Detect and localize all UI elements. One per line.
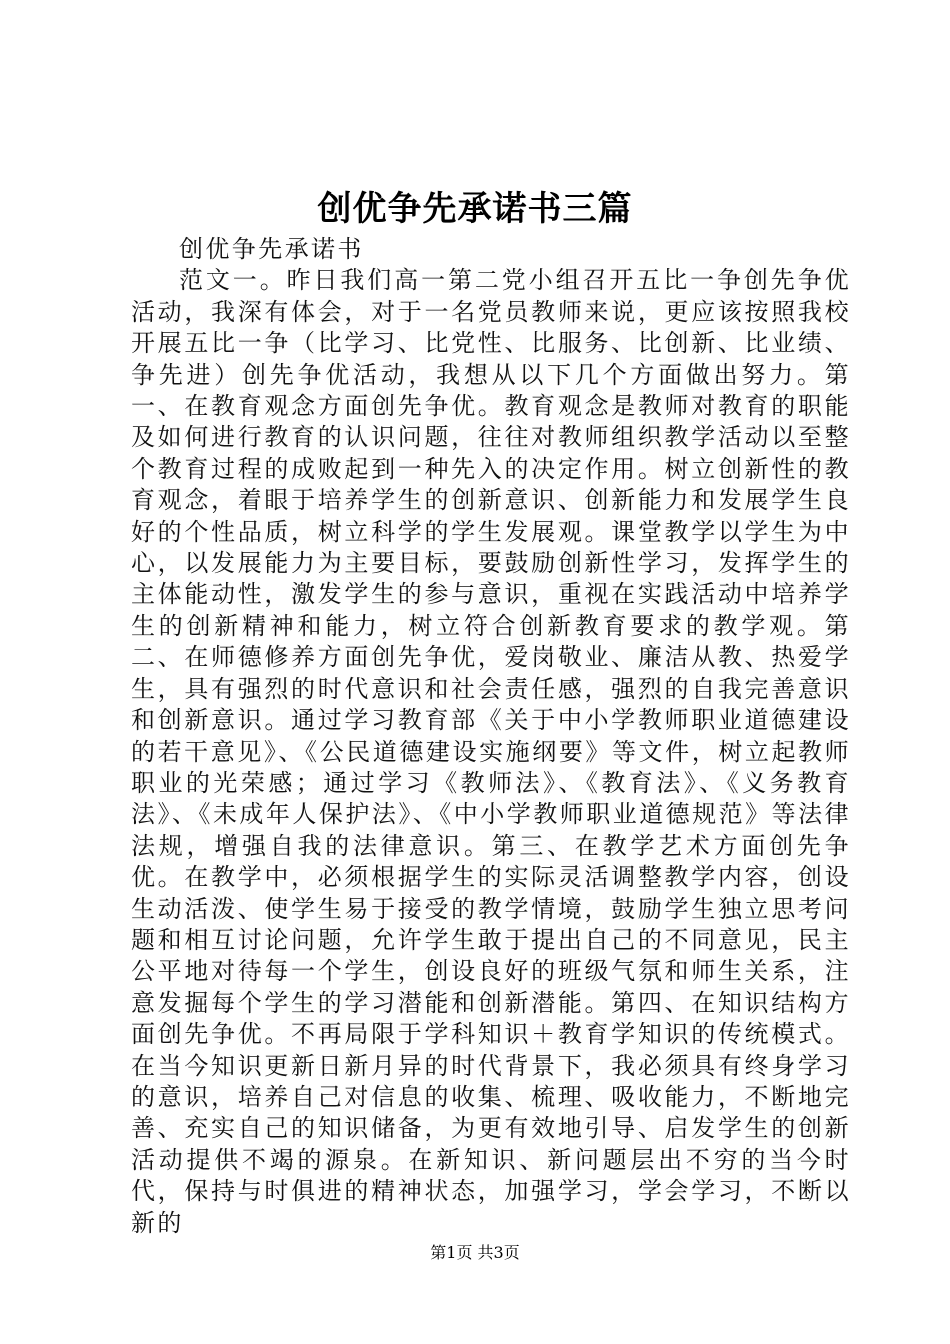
- document-body: [131, 234, 851, 1239]
- subtitle-paragraph: 创优争先承诺书: [179, 235, 364, 263]
- body-paragraph: 范文一。昨日我们高一第二党小组召开五比一争创先争优活动，我深有体会，对于一名党员教师来说，更应该按照我校开展五比一争（比学习、比党性、比服务、比创新、比业绩、争先进）创先争优活动，我想从以下几个方面做出努力。第一、在教育观念方面创先争优。教育观念是教师对教育的职能及如何进行教育的认识问题，往往对教师组织教学活动以至整个教育过程的成败起到一种先入的决定作用。树立创新性的教育观念，着眼于培养学生的创新意识、创新能力和发展学生良好的个性品质，树立科学的学生发展观。课堂教学以学生为中心，以发展能力为主要目标，要鼓励创新性学习，发挥学生的主体能动性，激发学生的参与意识，重视在实践活动中培养学生的创新精神和能力，树立符合创新教育要求的教学观。第二、在师德修养方面创先争优，爱岗敬业、廉洁从教、热爱学生，具有强烈的时代意识和社会责任感，强烈的自我完善意识和创新意识。通过学习教育部《关于中小学教师职业道德建设的若干意见》、《公民道德建设实施纲要》等文件，树立起教师职业的光荣感；通过学习《教师法》、《教育法》、《义务教育法》、《未成年人保护法》、《中小学教师职业道德规范》等法律法规，增强自我的法律意识。第三、在教学艺术方面创先争优。在教学中，必须根据学生的实际灵活调整教学内容，创设生动活泼、使学生易于接受的教学情境，鼓励学生独立思考问题和相互讨论问题，允许学生敢于提出自己的不同意见，民主公平地对待每一个学生，创设良好的班级气氛和师生关系，注意发掘每个学生的学习潜能和创新潜能。第四、在知识结构方面创先争优。不再局限于学科知识＋教育学知识的传统模式。在当今知识更新日新月异的时代背景下，我必须具有终身学习的意识，培养自己对信息的收集、梳理、吸收能力，不断地完善、充实自己的知识储备，为更有效地引导、启发学生的创新活动提供不竭的源泉。在新知识、新问题层出不穷的当今时代，保持与时俱进的精神状态，加强学习，学会学习，不断以新的: [131, 266, 851, 1237]
- page-footer: 第1页 共3页: [430, 1243, 520, 1262]
- document-title: 创优争先承诺书三篇: [317, 189, 633, 229]
